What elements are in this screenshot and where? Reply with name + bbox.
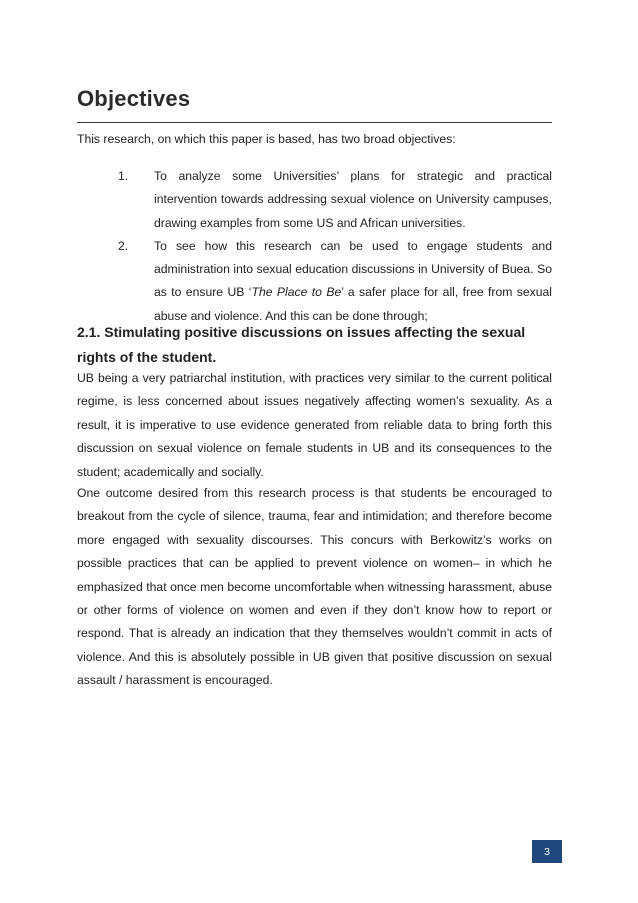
objective-text: To analyze some Universities’ plans for strategic and practical intervention towards addressing sexual violence on University campuses, drawing examples from some US and African universities.	[154, 169, 552, 230]
body-paragraph: One outcome desired from this research process is that students be encouraged to breakout from the cycle of silence, trauma, fear and intimidation; and therefore become more engaged with sexuality discourses. This concurs with Berkowitz’s works on possible practices that can be applied to prevent violence on women– in which he emphasized that once men become uncomfortable when witnessing harassment, abuse or other forms of violence on women and even if they don’t know how to report or respond. That is already an indication that they themselves wouldn’t commit in acts of violence. And this is absolutely possible in UB given that positive discussion on sexual assault / harassment is encouraged.	[77, 486, 552, 688]
heading-divider	[77, 122, 552, 123]
objective-text	[154, 235, 552, 328]
objective-text-italic: The Place to Be	[251, 285, 342, 300]
objective-text-start: To see how this research can be used to engage students and administration into sexual education discussions in University of Buea. So as to ensure UB ‘	[154, 238, 552, 300]
page-number: 3	[532, 840, 562, 863]
objective-text-end: ’ a safer place for all, free from sexual abuse and violence. And this can be done through;	[154, 285, 553, 323]
objective-item	[77, 235, 552, 328]
objective-item	[77, 165, 552, 235]
body-paragraph: UB being a very patriarchal institution, with practices very similar to the current political regime, is less concerned about issues negatively affecting women’s sexuality. As a result, it is imperative to use evidence generated from reliable data to bring forth this discussion on sexual violence on female students in UB and its consequences to the student; academically and socially.	[77, 371, 552, 479]
objective-number: 2.	[118, 238, 129, 253]
objective-number: 1.	[118, 169, 129, 183]
section-heading: 2.1. Stimulating positive discussions on issues affecting the sexual rights of the student.	[77, 324, 526, 365]
page-heading: Objectives	[77, 86, 191, 111]
intro-text: This research, on which this paper is based, has two broad objectives:	[77, 132, 456, 146]
objectives-list	[77, 165, 552, 328]
